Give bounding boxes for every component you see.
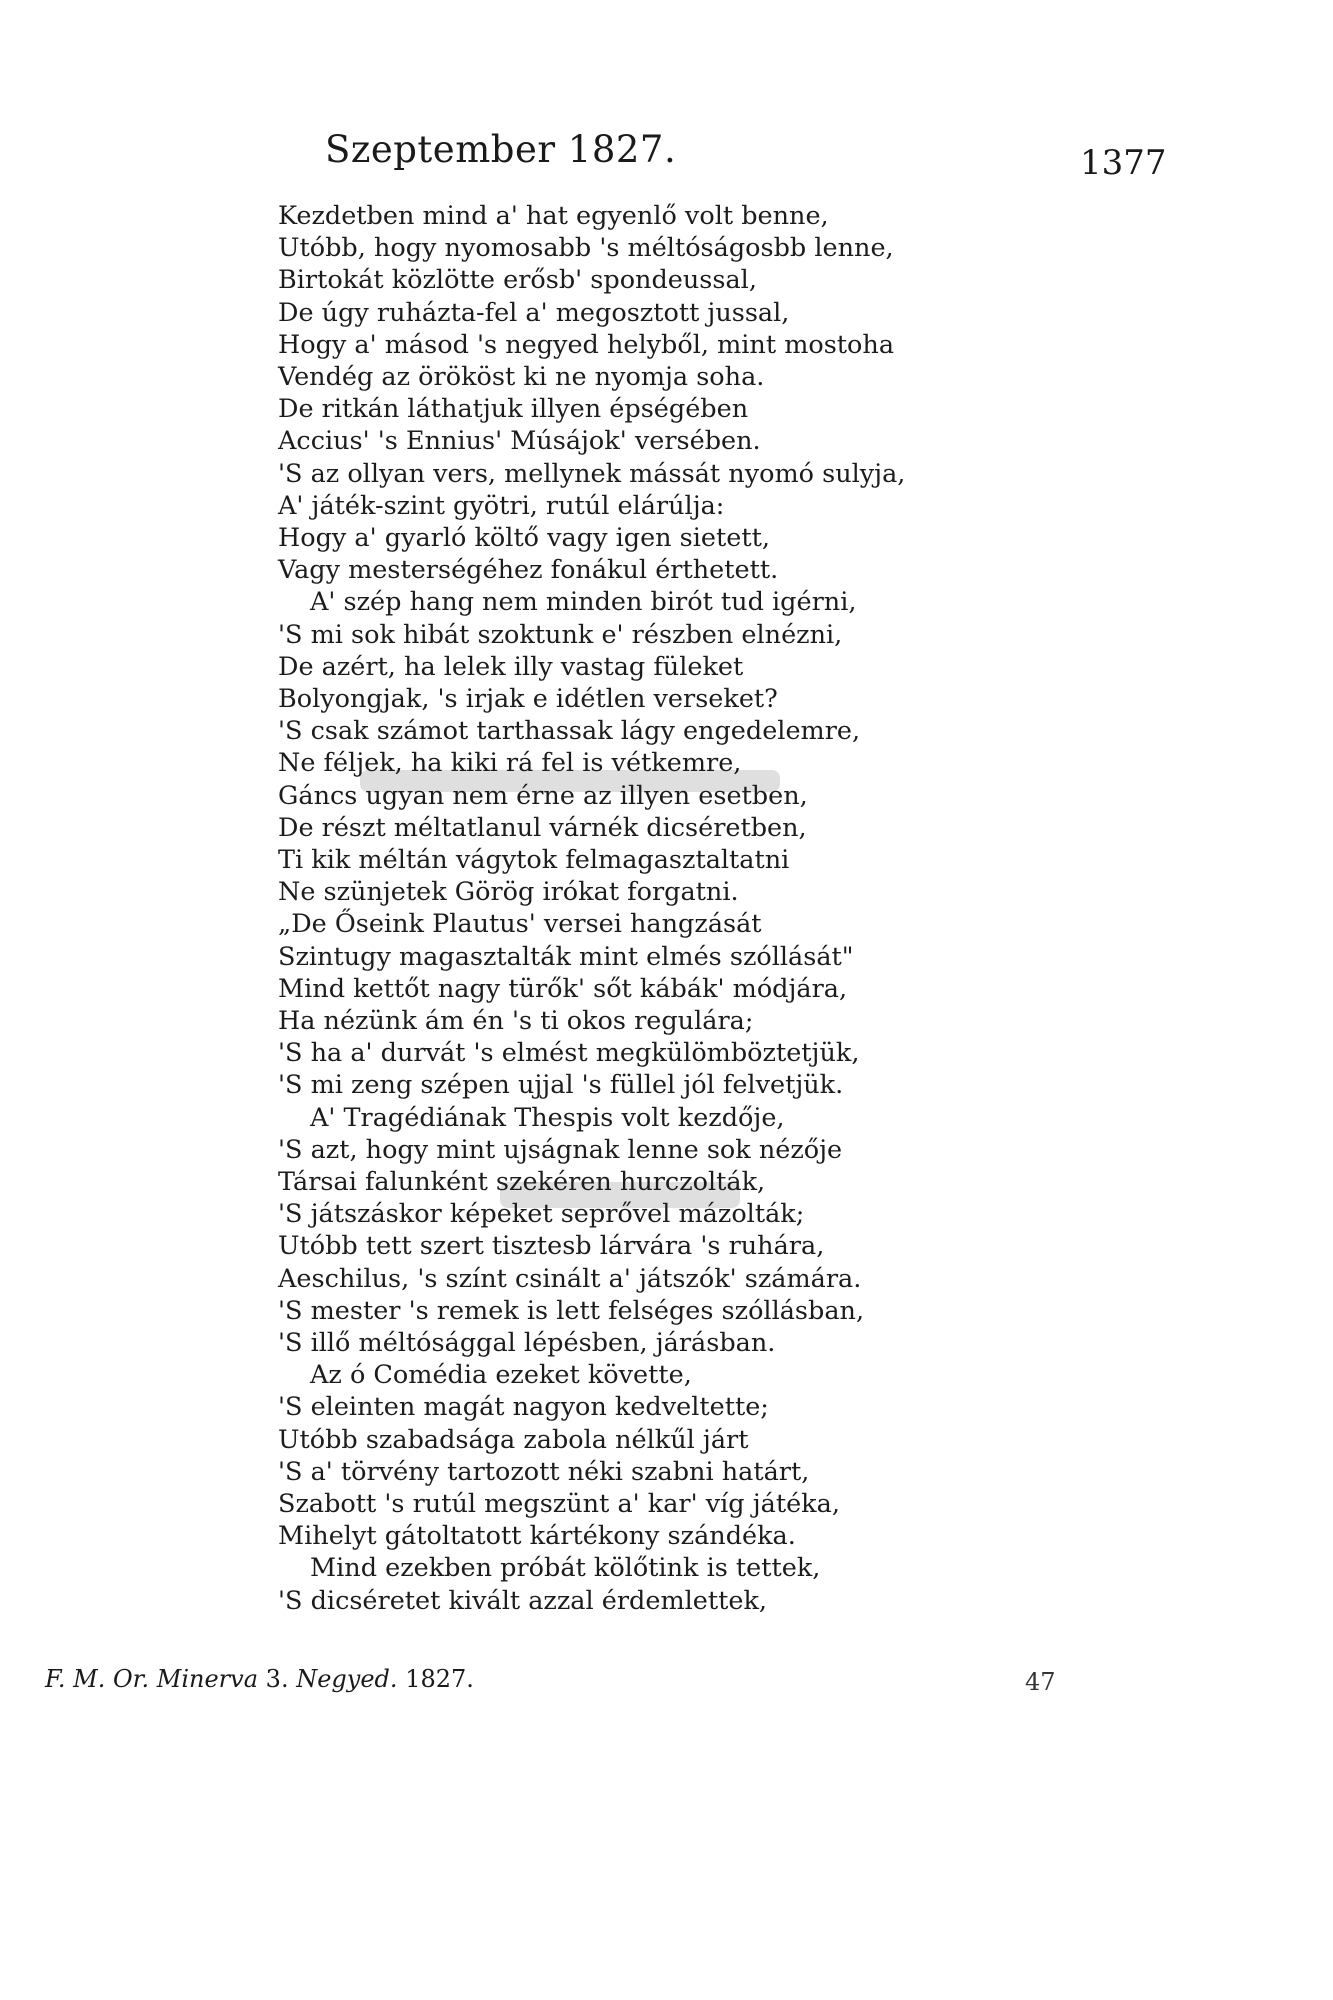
poem-line: Accius' 's Ennius' Músájok' versében. bbox=[278, 426, 761, 457]
poem-line: 'S mi zeng szépen ujjal 's füllel jól felvetjük. bbox=[278, 1070, 844, 1101]
poem-line: Ne szünjetek Görög irókat forgatni. bbox=[278, 877, 739, 908]
poem-line: 'S a' törvény tartozott néki szabni határt, bbox=[278, 1456, 810, 1487]
poem-line: 'S eleinten magát nagyon kedveltette; bbox=[278, 1392, 769, 1423]
poem-line: Társai falunként szekéren hurczolták, bbox=[278, 1167, 766, 1197]
source-quarter: Negyed. bbox=[296, 1665, 398, 1693]
poem-line: Utóbb, hogy nyomosabb 's méltóságosbb lenne, bbox=[278, 233, 894, 264]
poem-line: Ha nézünk ám én 's ti okos regulára; bbox=[278, 1006, 754, 1036]
poem-line: 'S azt, hogy mint ujságnak lenne sok nézője bbox=[278, 1134, 843, 1165]
signature-mark: 47 bbox=[1025, 1668, 1056, 1696]
page-header-title: Szeptember 1827. bbox=[325, 128, 677, 171]
poem-line: Kezdetben mind a' hat egyenlő volt benne, bbox=[278, 201, 829, 231]
poem-line: 'S az ollyan vers, mellynek mássát nyomó sulyja, bbox=[278, 458, 906, 489]
poem-line: Szintugy magasztalták mint elmés szóllását" bbox=[278, 941, 854, 972]
source-title: F. M. Or. Minerva bbox=[45, 1665, 259, 1693]
source-year: 1827. bbox=[405, 1665, 474, 1693]
poem-line: Vendég az örököst ki ne nyomja soha. bbox=[278, 362, 765, 392]
poem-line: Bolyongjak, 's irjak e idétlen verseket? bbox=[278, 684, 778, 714]
poem-line: Mind ezekben próbát kölőtink is tettek, bbox=[310, 1553, 821, 1584]
footer-source bbox=[45, 1665, 474, 1693]
poem-line: 'S ha a' durvát 's elmést megkülömböztetjük, bbox=[278, 1038, 860, 1069]
poem-line: De részt méltatlanul várnék dicséretben, bbox=[278, 812, 807, 843]
poem-line: Utóbb szabadsága zabola nélkűl járt bbox=[278, 1424, 749, 1455]
page-number: 1377 bbox=[1080, 143, 1167, 183]
poem-line: Mind kettőt nagy türők' sőt kábák' módjára, bbox=[278, 973, 848, 1004]
poem-line: Mihelyt gátoltatott kártékony szándéka. bbox=[278, 1521, 796, 1552]
poem-line: Hogy a' gyarló költő vagy igen sietett, bbox=[278, 523, 770, 553]
poem-line: 'S játszáskor képeket seprővel mázolták; bbox=[278, 1199, 805, 1230]
poem-line: 'S csak számot tarthassak lágy engedelemre, bbox=[278, 716, 861, 747]
poem-line: De úgy ruházta-fel a' megosztott jussal, bbox=[278, 297, 790, 328]
poem-line: Ti kik méltán vágytok felmagasztaltatni bbox=[278, 845, 790, 875]
poem-line: Utóbb tett szert tisztesb lárvára 's ruhára, bbox=[278, 1231, 825, 1262]
poem-line: 'S mester 's remek is lett felséges szóllásban, bbox=[278, 1295, 865, 1326]
poem-line: Vagy mesterségéhez fonákul érthetett. bbox=[278, 555, 779, 586]
poem-line: A' játék-szint gyötri, rutúl elárúlja: bbox=[278, 490, 725, 521]
poem-line: A' szép hang nem minden birót tud igérni, bbox=[310, 587, 857, 618]
poem-line: De ritkán láthatjuk illyen épségében bbox=[278, 394, 749, 425]
poem-line: A' Tragédiának Thespis volt kezdője, bbox=[310, 1102, 785, 1133]
poem-line: Hogy a' másod 's negyed helyből, mint mostoha bbox=[278, 329, 895, 360]
poem-line: Gáncs ugyan nem érne az illyen esetben, bbox=[278, 780, 808, 811]
poem-line: Az ó Comédia ezeket követte, bbox=[310, 1360, 692, 1391]
poem-line: 'S mi sok hibát szoktunk e' részben elnézni, bbox=[278, 619, 843, 650]
poem-line: De azért, ha lelek illy vastag füleket bbox=[278, 651, 744, 682]
poem-line: 'S illő méltósággal lépésben, járásban. bbox=[278, 1328, 776, 1358]
poem-line: Szabott 's rutúl megszünt a' kar' víg játéka, bbox=[278, 1489, 840, 1519]
source-part: 3. bbox=[265, 1665, 289, 1693]
poem-line: Birtokát közlötte erősb' spondeussal, bbox=[278, 265, 757, 296]
poem-line: Ne féljek, ha kiki rá fel is vétkemre, bbox=[278, 748, 742, 779]
poem-line: Aeschilus, 's színt csinált a' játszók' számára. bbox=[278, 1263, 862, 1294]
poem-line: „De Őseink Plautus' versei hangzását bbox=[278, 909, 762, 940]
poem-line: 'S dicséretet kivált azzal érdemlettek, bbox=[278, 1585, 768, 1616]
